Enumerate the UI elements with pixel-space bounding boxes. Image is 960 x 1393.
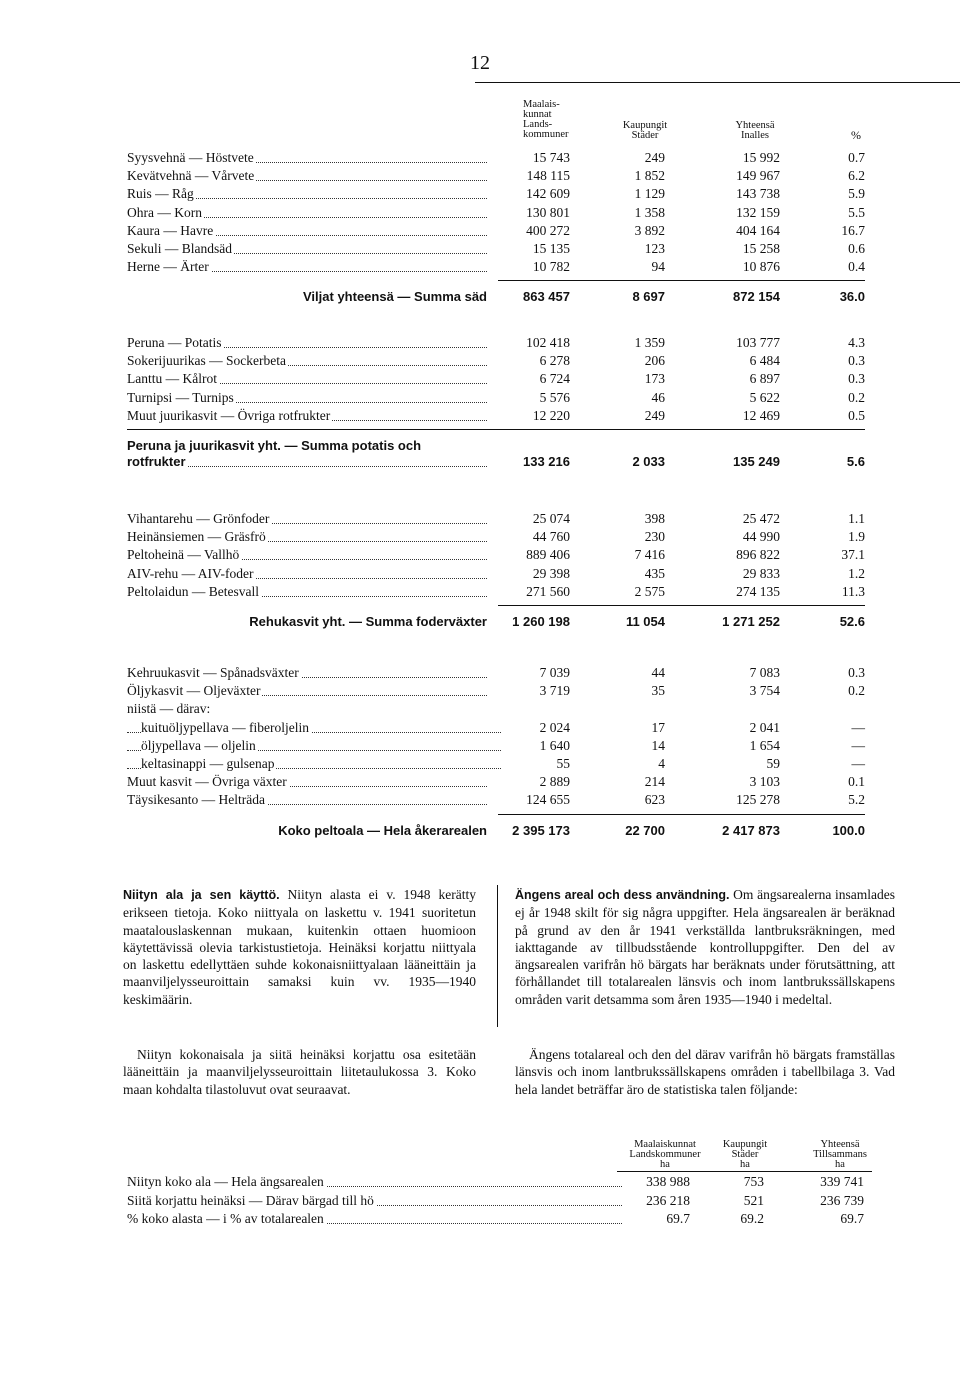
cell-inalles: 149 967 (736, 168, 780, 184)
table-row (0, 370, 960, 388)
bottom-cell-stader: 753 (743, 1174, 764, 1189)
cell-landskommuner: 10 782 (532, 259, 570, 275)
bottom-cell-tillsammans: 236 739 (820, 1192, 864, 1208)
bottom-cell-tillsammans: 69.7 (840, 1211, 864, 1226)
cell-percent: 0.6 (848, 241, 865, 256)
cell-percent: 16.7 (841, 222, 865, 238)
total-stader: 22 700 (625, 822, 665, 838)
cell-landskommuner: 6 278 (539, 353, 570, 369)
total-row: rotfrukter 133 216 2 033 135 249 5.6 (127, 454, 865, 469)
cell-inalles: 143 738 (736, 186, 780, 202)
cell-landskommuner: 7 039 (539, 665, 570, 680)
table-row (0, 258, 960, 276)
cell-stader: 206 (644, 353, 665, 369)
cell-percent: 0.2 (848, 683, 865, 699)
text-right-p1-head: Ängens areal och dess användning. (515, 888, 730, 902)
cell-stader: 17 (651, 719, 665, 735)
row-label: Ohra — Korn (127, 204, 487, 222)
cell-stader: 214 (644, 774, 665, 790)
table-row (0, 167, 960, 185)
bottom-header-b1: Maalaiskunnat Landskommuner ha (629, 1139, 701, 1170)
cell-landskommuner: 5 576 (539, 389, 570, 405)
header-c3: Yhteensä Inalles (735, 120, 775, 141)
cell-stader: 435 (644, 565, 665, 581)
cell-stader: 1 359 (634, 335, 665, 350)
cell-percent: 0.4 (848, 259, 865, 275)
cell-percent: 0.2 (848, 389, 865, 405)
cell-percent: 11.3 (841, 583, 865, 599)
total-row (0, 288, 960, 306)
cell-percent: 6.2 (848, 168, 865, 184)
row-label: Peruna — Potatis (127, 334, 487, 352)
cell-inalles: 125 278 (736, 792, 780, 808)
row-label: AIV-rehu — AIV-foder (127, 565, 487, 583)
cell-inalles: 1 654 (749, 737, 780, 753)
cell-percent: 0.7 (848, 150, 865, 165)
table-row (0, 352, 960, 370)
row-label: Sekuli — Blandsäd (127, 240, 487, 258)
cell-stader: 2 575 (634, 583, 665, 599)
total-rule (498, 280, 865, 281)
cell-percent: 5.5 (848, 204, 865, 220)
row-label: Peltolaidun — Betesvall (127, 583, 487, 601)
cell-inalles: 15 992 (742, 150, 780, 165)
table-row (0, 773, 960, 791)
total-percent: 52.6 (839, 614, 865, 629)
row-label: Kehruukasvit — Spånadsväxter (127, 664, 487, 682)
cell-inalles: 29 833 (742, 565, 780, 581)
cell-inalles: 7 083 (749, 665, 780, 680)
total-inalles: 2 417 873 (722, 822, 780, 838)
cell-landskommuner: 400 272 (526, 222, 570, 238)
total-label: Rehukasvit yht. — Summa foderväxter (249, 614, 487, 629)
column-divider (497, 885, 498, 1027)
bottom-row-label: % koko alasta — i % av totalarealen (127, 1210, 622, 1228)
table-row (0, 719, 960, 737)
text-left-p1-body: Niityn alasta ei v. 1948 kerätty erikseen tietoja. Koko niittyala on laskettu v. 1941 suoritetun maatalouslaskennan mukaan, kuitenkin ottaen huomioon käytettävissä olevia tarkistustietoja. Heinäksi korjattu niittyala on laskettu edellyttäen suhde kokonaisniittyalaan lääneittäin ja maanviljelysseuroittain samaksi kuin vv. 1935—1940 keskimäärin. (123, 887, 476, 1007)
cell-landskommuner: 12 220 (532, 407, 570, 423)
row-label: öljypellava — oljelin (127, 737, 501, 755)
table-row (0, 546, 960, 564)
total-stader: 2 033 (632, 454, 665, 469)
cell-inalles: 59 (766, 756, 780, 771)
table-row (0, 682, 960, 700)
table-row (0, 664, 960, 682)
table-row (0, 204, 960, 222)
cell-stader: 46 (651, 389, 665, 405)
cell-percent: 0.5 (848, 407, 865, 423)
cell-percent: 0.3 (848, 371, 865, 387)
table-row (0, 791, 960, 809)
row-label: Herne — Ärter (127, 258, 487, 276)
total-label-line1: Peruna ja juurikasvit yht. — Summa potatis och (127, 438, 422, 453)
total-landskommuner: 863 457 (523, 289, 570, 305)
cell-landskommuner: 271 560 (526, 583, 570, 599)
table-row (0, 528, 960, 546)
bottom-cell-stader: 521 (743, 1192, 764, 1208)
cell-percent: — (851, 737, 865, 753)
text-left-p1 (123, 886, 476, 1008)
bottom-cell-stader: 69.2 (740, 1211, 764, 1226)
cell-inalles: 6 484 (749, 353, 780, 369)
header-c1: Maalais- kunnat Lands- kommuner (523, 99, 569, 140)
cell-inalles: 132 159 (736, 204, 780, 220)
top-rule (475, 82, 960, 83)
total-row (0, 822, 960, 840)
cell-stader: 14 (651, 737, 665, 753)
cell-inalles: 5 622 (749, 389, 780, 405)
total-rule (127, 429, 865, 430)
row-label: Öljykasvit — Oljeväxter (127, 682, 487, 700)
cell-stader: 35 (651, 683, 665, 699)
cell-landskommuner: 2 889 (539, 774, 570, 790)
cell-percent: 1.9 (848, 529, 865, 545)
total-percent: 5.6 (846, 454, 865, 469)
total-landskommuner: 1 260 198 (512, 614, 570, 629)
cell-landskommuner: 15 135 (532, 241, 570, 256)
cell-stader: 1 852 (634, 168, 665, 184)
cell-landskommuner: 148 115 (526, 168, 570, 184)
table-row (0, 222, 960, 240)
bottom-row (0, 1173, 960, 1191)
cell-percent: — (851, 719, 865, 735)
row-label: Muut juurikasvit — Övriga rotfrukter (127, 407, 487, 425)
cell-percent: — (851, 756, 865, 771)
bottom-header-b3: Yhteensä Tillsammans ha (813, 1139, 867, 1170)
total-label: Koko peltoala — Hela åkerarealen (278, 822, 487, 838)
cell-stader: 4 (658, 756, 665, 771)
row-label: Kevätvehnä — Vårvete (127, 167, 487, 185)
cell-stader: 230 (644, 529, 665, 545)
header-c4: % (851, 128, 861, 142)
cell-landskommuner: 102 418 (526, 335, 570, 350)
cell-landskommuner: 15 743 (532, 150, 570, 165)
row-label: niistä — därav: (127, 701, 211, 717)
text-right-p2: Ängens totalareal och den del därav varifrån hö bärgats framställas länsvis och inom lantbrukssällskapens områden i tabellbilaga 3. Vad hela landet beträffar äro de statistiska talen följande: (515, 1047, 895, 1097)
bottom-row (0, 1210, 960, 1228)
table-row (0, 185, 960, 203)
bottom-header-rule (617, 1171, 872, 1172)
text-right-p1 (515, 886, 895, 1008)
row-label: Täysikesanto — Helträda (127, 791, 487, 809)
cell-landskommuner: 3 719 (539, 683, 570, 699)
total-inalles: 135 249 (733, 454, 780, 469)
cell-inalles: 6 897 (749, 371, 780, 387)
cell-inalles: 896 822 (736, 547, 780, 563)
total-landskommuner: 133 216 (523, 454, 570, 469)
bottom-cell-landskommuner: 69.7 (666, 1211, 690, 1226)
cell-percent: 0.3 (848, 353, 865, 369)
table-row (0, 700, 960, 718)
table-row (0, 565, 960, 583)
text-right-p1-body: Om ängsarealerna insamlades ej år 1948 skilt för sig några uppgifter. Hela ängsarealen är beräknad på grund av den år 1941 verkställda lantbruksräkningen, med iakttagande av tillbudsstående kontrolluppgifter. Den del av ängsarealen varifrån hö bärgats har beräknats under förutsättning, att förhållandet till totalarealen länsvis och inom lantbrukssällskapens områden varit detsamma som åren 1935—1940 i medeltal. (515, 887, 895, 1007)
cell-landskommuner: 889 406 (526, 547, 570, 563)
cell-percent: 5.9 (848, 186, 865, 202)
cell-inalles: 3 754 (749, 683, 780, 699)
row-label: Muut kasvit — Övriga växter (127, 773, 487, 791)
cell-percent: 1.1 (848, 511, 865, 526)
total-percent: 36.0 (839, 289, 865, 305)
cell-landskommuner: 142 609 (526, 186, 570, 202)
cell-inalles: 44 990 (742, 529, 780, 545)
row-label: Turnipsi — Turnips (127, 389, 487, 407)
table-row (0, 389, 960, 407)
table-row (0, 334, 960, 352)
cell-inalles: 404 164 (736, 222, 780, 238)
cell-landskommuner: 25 074 (532, 511, 570, 526)
cell-stader: 123 (644, 241, 665, 256)
cell-inalles: 2 041 (749, 719, 780, 735)
total-landskommuner: 2 395 173 (512, 822, 570, 838)
cell-stader: 398 (644, 511, 665, 526)
cell-stader: 7 416 (634, 547, 665, 563)
row-label: Vihantarehu — Grönfoder (127, 510, 487, 528)
total-row (0, 613, 960, 631)
cell-stader: 249 (644, 150, 665, 165)
text-left-p2: Niityn kokonaisala ja siitä heinäksi korjattu osa esitetään lääneittäin ja maanviljelysseuroittain liitetaulukossa 3. Koko maan kohdalta tilastoluvut ovat seuraavat. (123, 1047, 476, 1097)
bottom-header-b2: Kaupungit Städer ha (722, 1139, 768, 1170)
cell-landskommuner: 6 724 (539, 371, 570, 387)
row-label: Ruis — Råg (127, 185, 487, 203)
cell-landskommuner: 2 024 (539, 719, 570, 735)
cell-landskommuner: 44 760 (532, 529, 570, 545)
text-left-p1-head: Niityn ala ja sen käyttö. (123, 888, 280, 902)
bottom-cell-landskommuner: 338 988 (646, 1174, 690, 1189)
cell-stader: 44 (651, 665, 665, 680)
total-label: Viljat yhteensä — Summa säd (303, 289, 487, 305)
cell-percent: 0.1 (848, 774, 865, 790)
cell-inalles: 15 258 (742, 241, 780, 256)
cell-landskommuner: 124 655 (526, 792, 570, 808)
page-number: 12 (470, 52, 490, 74)
row-label: Lanttu — Kålrot (127, 370, 487, 388)
total-inalles: 1 271 252 (722, 614, 780, 629)
cell-inalles: 10 876 (742, 259, 780, 275)
cell-inalles: 25 472 (742, 511, 780, 526)
total-stader: 11 054 (625, 614, 665, 629)
cell-stader: 173 (644, 371, 665, 387)
bottom-row-label: Siitä korjattu heinäksi — Därav bärgad till hö (127, 1192, 622, 1210)
table-row (0, 737, 960, 755)
bottom-cell-tillsammans: 339 741 (820, 1174, 864, 1189)
cell-stader: 1 129 (634, 186, 665, 202)
cell-stader: 3 892 (634, 222, 665, 238)
cell-stader: 249 (644, 407, 665, 423)
total-percent: 100.0 (832, 822, 865, 838)
total-rule (498, 605, 865, 606)
cell-landskommuner: 130 801 (526, 204, 570, 220)
cell-inalles: 3 103 (749, 774, 780, 790)
bottom-row-label: Niityn koko ala — Hela ängsarealen (127, 1173, 622, 1191)
cell-landskommuner: 1 640 (539, 737, 570, 753)
cell-landskommuner: 55 (556, 756, 570, 771)
cell-percent: 37.1 (841, 547, 865, 563)
cell-percent: 0.3 (848, 665, 865, 680)
table-row (0, 407, 960, 425)
cell-percent: 1.2 (848, 565, 865, 581)
bottom-cell-landskommuner: 236 218 (646, 1192, 690, 1208)
cell-landskommuner: 29 398 (532, 565, 570, 581)
row-label: keltasinappi — gulsenap (127, 755, 501, 773)
table-row (0, 510, 960, 528)
cell-percent: 4.3 (848, 335, 865, 350)
cell-inalles: 274 135 (736, 583, 780, 599)
table-row (0, 240, 960, 258)
table-row (0, 755, 960, 773)
table-row (0, 583, 960, 601)
cell-stader: 1 358 (634, 204, 665, 220)
total-rule (498, 814, 865, 815)
total-inalles: 872 154 (733, 289, 780, 305)
row-label: Syysvehnä — Höstvete (127, 149, 487, 167)
cell-stader: 623 (644, 792, 665, 808)
row-label: kuituöljypellava — fiberoljelin (127, 719, 501, 737)
cell-percent: 5.2 (848, 792, 865, 808)
table-row (0, 149, 960, 167)
cell-inalles: 103 777 (736, 335, 780, 350)
row-label: Kaura — Havre (127, 222, 487, 240)
cell-stader: 94 (651, 259, 665, 275)
row-label: Sokerijuurikas — Sockerbeta (127, 352, 487, 370)
cell-inalles: 12 469 (742, 407, 780, 423)
header-c2: Kaupungit Städer (622, 120, 668, 141)
row-label: Heinänsiemen — Gräsfrö (127, 528, 487, 546)
bottom-row (0, 1192, 960, 1210)
row-label: Peltoheinä — Vallhö (127, 546, 487, 564)
total-stader: 8 697 (632, 289, 665, 305)
